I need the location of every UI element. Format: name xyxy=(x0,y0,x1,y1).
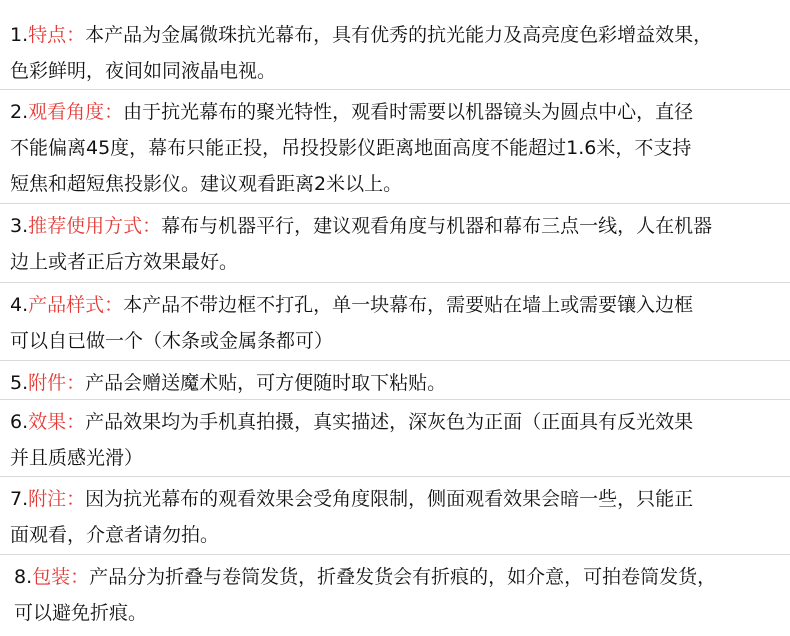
note-line xyxy=(14,559,782,595)
item-text: 产品效果均为手机真拍摄，真实描述，深灰色为正面（正面具有反光效果 xyxy=(85,411,694,433)
item-number: 4. xyxy=(10,294,29,316)
item-number: 3. xyxy=(10,215,29,237)
item-label: 特点： xyxy=(28,24,86,46)
item-text: 本产品为金属微珠抗光幕布，具有优秀的抗光能力及高亮度色彩增益效果， xyxy=(85,24,713,46)
item-number: 8. xyxy=(14,566,33,588)
item-text: 本产品不带边框不打孔，单一块幕布，需要贴在墙上或需要镶入边框 xyxy=(123,294,694,316)
note-line: 不能偏离45度，幕布只能正投，吊投投影仪距离地面高度不能超过1.6米，不支持 xyxy=(10,137,692,159)
item-label: 产品样式： xyxy=(28,294,124,316)
note-line xyxy=(10,365,782,401)
item-label: 观看角度： xyxy=(28,101,124,123)
item-number: 1. xyxy=(10,24,29,46)
note-item-packaging xyxy=(0,559,790,631)
note-item-effect xyxy=(0,404,790,476)
item-label: 包装： xyxy=(32,566,90,588)
note-item-remarks xyxy=(0,481,790,553)
note-line xyxy=(10,287,782,323)
item-number: 5. xyxy=(10,372,29,394)
note-line xyxy=(10,481,782,517)
note-line: 短焦和超短焦投影仪。建议观看距离2米以上。 xyxy=(10,173,403,195)
item-label: 附件： xyxy=(28,372,86,394)
item-text: 幕布与机器平行，建议观看角度与机器和幕布三点一线，人在机器 xyxy=(161,215,713,237)
item-text: 产品会赠送魔术贴，可方便随时取下粘贴。 xyxy=(85,372,447,394)
note-item-product-style xyxy=(0,287,790,359)
divider xyxy=(0,203,790,204)
item-text: 由于抗光幕布的聚光特性，观看时需要以机器镜头为圆点中心，直径 xyxy=(123,101,694,123)
note-line: 色彩鲜明，夜间如同液晶电视。 xyxy=(10,60,277,82)
note-line: 可以避免折痕。 xyxy=(14,602,148,624)
note-line xyxy=(10,404,782,440)
note-line: 面观看，介意者请勿拍。 xyxy=(10,524,220,546)
note-line xyxy=(10,208,782,244)
note-line: 可以自已做一个（木条或金属条都可） xyxy=(10,330,334,352)
divider xyxy=(0,360,790,361)
note-item-recommended-usage xyxy=(0,208,790,280)
note-line xyxy=(10,17,782,53)
item-number: 6. xyxy=(10,411,29,433)
item-text: 因为抗光幕布的观看效果会受角度限制，侧面观看效果会暗一些，只能正 xyxy=(85,488,694,510)
item-label: 附注： xyxy=(28,488,86,510)
note-line xyxy=(10,94,782,130)
divider xyxy=(0,282,790,283)
divider xyxy=(0,476,790,477)
item-number: 7. xyxy=(10,488,29,510)
item-label: 推荐使用方式： xyxy=(28,215,162,237)
note-item-accessories xyxy=(0,365,790,401)
divider xyxy=(0,554,790,555)
item-number: 2. xyxy=(10,101,29,123)
item-label: 效果： xyxy=(28,411,86,433)
note-line: 并且质感光滑） xyxy=(10,447,144,469)
divider xyxy=(0,89,790,90)
item-text: 产品分为折叠与卷筒发货，折叠发货会有折痕的，如介意，可拍卷筒发货， xyxy=(89,566,717,588)
note-line: 边上或者正后方效果最好。 xyxy=(10,251,239,273)
note-item-viewing-angle xyxy=(0,94,790,202)
divider xyxy=(0,399,790,400)
note-item-features xyxy=(0,17,790,89)
